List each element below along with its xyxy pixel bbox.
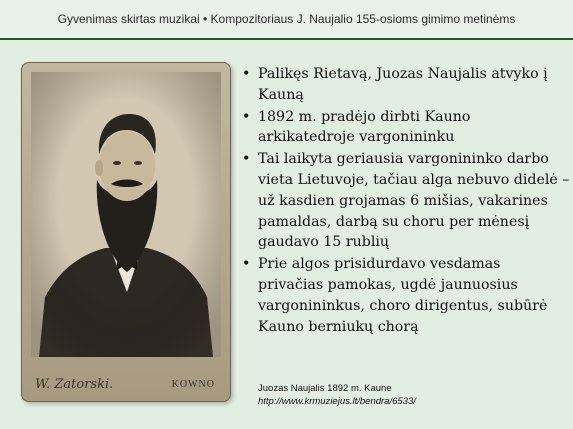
bullet-text: Tai laikyta geriausia vargonininko darbo vieta Lietuvoje, tačiau alga nebuvo didelė – už kasdien grojamas 6 mišias, vakarines pamaldas, darbą su choru per mėnesį gaudavo 15 rublių [258,151,570,251]
header-bar [0,0,573,40]
portrait-photo [21,62,231,402]
bullet-dot-icon: • [242,151,251,168]
source-link[interactable]: http://www.krmuziejus.lt/bendra/6533/ [258,396,416,407]
studio-city-mark: KOWNO [171,379,215,390]
bullet-dot-icon: • [242,66,251,82]
photo-caption [258,382,416,408]
list-item [240,254,570,337]
page-title: Gyvenimas skirtas muzikai • Kompozitoriaus J. Naujalio 155-osioms gimimo metinėms [57,12,516,26]
bullet-text: Palikęs Rietavą, Juozas Naujalis atvyko į Kauną [258,66,548,103]
list-item [240,149,570,253]
portrait-illustration [21,62,231,402]
caption-title: Juozas Naujalis 1892 m. Kaune [258,383,392,394]
bullet-dot-icon: • [242,256,251,273]
bullet-text: Prie algos prisidurdavo vesdamas privačias pamokas, ugdė jaunuosius vargonininkus, choro dirigentus, subūrė Kauno berniukų chorą [258,256,548,335]
bullet-list [240,64,570,338]
photographer-signature: W. Zatorski. [35,377,114,392]
bullet-text: 1892 m. pradėjo dirbti Kauno arkikatedroje vargonininku [258,108,471,146]
list-item [240,107,570,149]
list-item [240,64,570,106]
bullet-dot-icon: • [242,108,251,125]
